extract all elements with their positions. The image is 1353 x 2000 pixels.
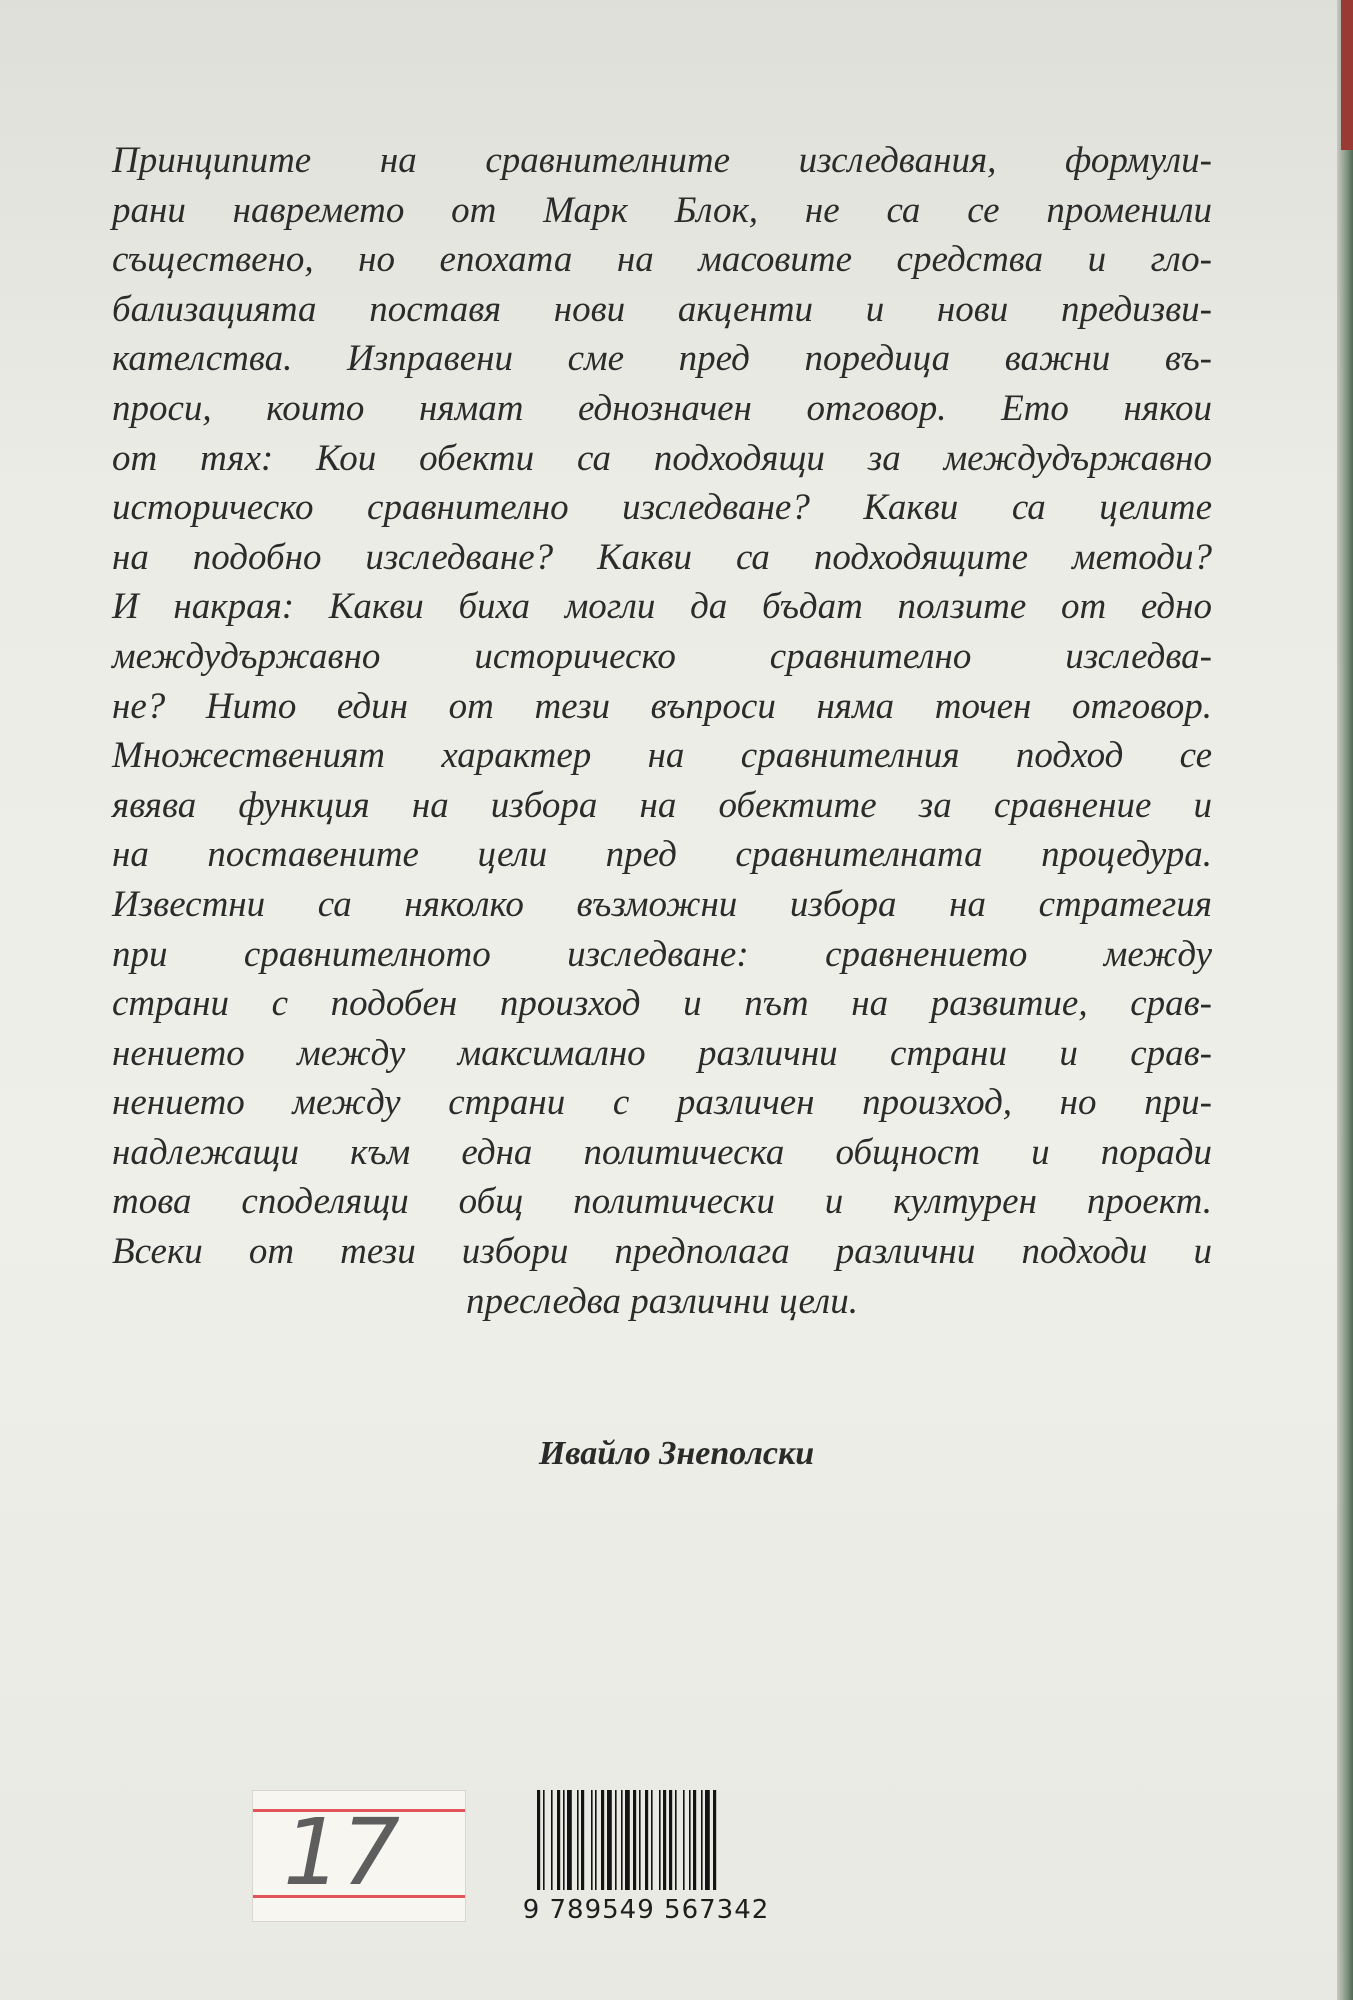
barcode-bar: [645, 1790, 648, 1890]
barcode-bar: [621, 1790, 623, 1890]
blurb-line: нението между страни с различен произход, но при-: [112, 1082, 1212, 1124]
blurb-line: надлежащи към една политическа общност и поради: [112, 1131, 1212, 1173]
barcode-bar: [537, 1790, 540, 1890]
back-cover-blurb: [112, 136, 1212, 1326]
blurb-line: не? Нито един от тези въпроси няма точен отговор.: [112, 685, 1212, 727]
spine-red-edge: [1341, 0, 1353, 150]
barcode-bar: [683, 1790, 685, 1890]
barcode-bar: [595, 1790, 597, 1890]
barcode-bar: [713, 1790, 716, 1890]
barcode-bar: [663, 1790, 666, 1890]
blurb-line: преследва различни цели.: [466, 1280, 858, 1322]
blurb-line: бализацията поставя нови акценти и нови предизви-: [112, 288, 1212, 330]
blurb-line: нението между максимално различни страни и срав-: [112, 1032, 1212, 1074]
barcode-bar: [563, 1790, 565, 1890]
barcode-bars: [537, 1790, 757, 1890]
blurb-line: Множественият характер на сравнителния подход се: [112, 735, 1212, 777]
barcode-bar: [651, 1790, 653, 1890]
blurb-line: съществено, но епохата на масовите средства и гло-: [112, 239, 1212, 281]
barcode-bar: [567, 1790, 572, 1890]
barcode-bar: [551, 1790, 553, 1890]
barcode-bar: [607, 1790, 612, 1890]
barcode-bar: [591, 1790, 593, 1890]
blurb-line: на поставените цели пред сравнителната процедура.: [112, 834, 1212, 876]
barcode-bar: [557, 1790, 560, 1890]
barcode-bar: [543, 1790, 545, 1890]
barcode-bar: [577, 1790, 579, 1890]
blurb-line: историческо сравнително изследване? Какви са целите: [112, 487, 1212, 529]
blurb-line: от тях: Кои обекти са подходящи за междудържавно: [112, 437, 1212, 479]
blurb-line: рани навремето от Марк Блок, не са се променили: [112, 189, 1212, 231]
barcode-bar: [705, 1790, 710, 1890]
barcode-bar: [669, 1790, 672, 1890]
spine-edge: [1337, 0, 1353, 2000]
barcode-bar: [693, 1790, 696, 1890]
blurb-line: на подобно изследване? Какви са подходящите методи?: [112, 536, 1212, 578]
blurb-line: страни с подобен произход и път на развитие, срав-: [112, 983, 1212, 1025]
barcode-bar: [689, 1790, 691, 1890]
blurb-line: Всеки от тези избори предполага различни подходи и: [112, 1231, 1212, 1273]
handwritten-price: 17: [283, 1799, 401, 1906]
barcode-bar: [581, 1790, 584, 1890]
blurb-line: кателства. Изправени сме пред поредица важни въ-: [112, 338, 1212, 380]
barcode-bar: [601, 1790, 604, 1890]
barcode-bar: [675, 1790, 677, 1890]
isbn-barcode: [517, 1790, 775, 1930]
blurb-line: при сравнителното изследване: сравнението между: [112, 933, 1212, 975]
blurb-line: междудържавно историческо сравнително изследва-: [112, 635, 1212, 677]
barcode-bar: [659, 1790, 661, 1890]
blurb-line: Известни са няколко възможни избора на стратегия: [112, 883, 1212, 925]
isbn-number: 9 789549 567342: [522, 1895, 770, 1925]
blurb-line: явява функция на избора на обектите за сравнение и: [112, 784, 1212, 826]
barcode-bar: [615, 1790, 617, 1890]
barcode-bar: [701, 1790, 703, 1890]
author-name: Ивайло Знеполски: [538, 1435, 815, 1472]
blurb-line: проси, които нямат еднозначен отговор. Ето някои: [112, 387, 1212, 429]
price-sticker: [252, 1790, 466, 1922]
blurb-line: И накрая: Какви биха могли да бъдат ползите от едно: [112, 586, 1212, 628]
barcode-bar: [639, 1790, 641, 1890]
blurb-line: това споделящи общ политически и културен проект.: [112, 1181, 1212, 1223]
barcode-bar: [633, 1790, 636, 1890]
blurb-line: Принципите на сравнителните изследвания, формули-: [112, 140, 1212, 181]
barcode-bar: [625, 1790, 630, 1890]
